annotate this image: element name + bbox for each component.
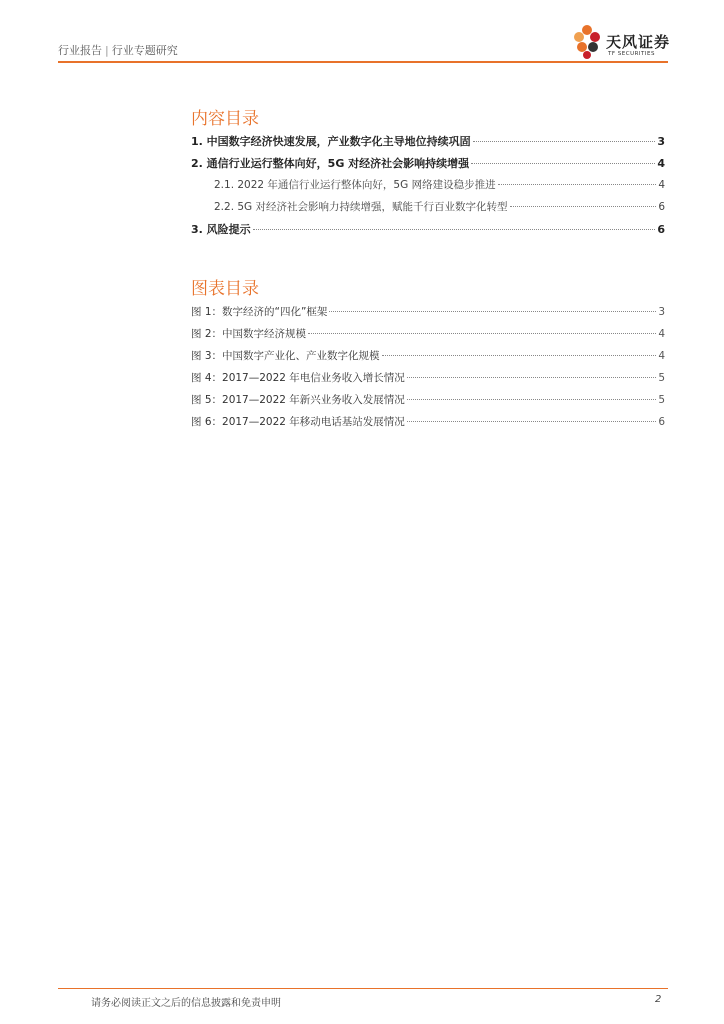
figures-title: 图表目录 xyxy=(191,279,259,299)
figure-leader xyxy=(407,421,657,422)
figure-leader xyxy=(329,311,656,312)
toc-item[interactable] xyxy=(191,155,665,171)
toc-item-label: 2. 通信行业运行整体向好，5G 对经济社会影响持续增强 xyxy=(191,157,470,170)
figure-item-label: 图 3：中国数字产业化、产业数字化规模 xyxy=(191,350,380,362)
toc-leader xyxy=(253,229,656,230)
figure-item-label: 图 5：2017—2022 年新兴业务收入发展情况 xyxy=(191,394,405,406)
figure-leader xyxy=(407,399,657,400)
toc-subitem[interactable] xyxy=(214,177,665,192)
toc-item-page: 3 xyxy=(657,135,665,148)
figure-item-label: 图 6：2017—2022 年移动电话基站发展情况 xyxy=(191,416,405,428)
figure-item[interactable] xyxy=(191,414,665,429)
figure-item[interactable] xyxy=(191,370,665,385)
page-number: 2 xyxy=(655,994,662,1005)
toc-leader xyxy=(498,184,657,185)
figure-item[interactable] xyxy=(191,326,665,341)
figure-item[interactable] xyxy=(191,348,665,363)
toc-subitem-page: 4 xyxy=(658,179,665,191)
figure-item-label: 图 4：2017—2022 年电信业务收入增长情况 xyxy=(191,372,405,384)
toc-subitem-label: 2.2. 5G 对经济社会影响力持续增强，赋能千行百业数字化转型 xyxy=(214,201,508,213)
header-divider xyxy=(58,61,668,63)
logo-subtext: TF SECURITIES xyxy=(608,51,655,57)
footer-disclaimer: 请务必阅读正文之后的信息披露和免责申明 xyxy=(91,998,281,1009)
header-subcategory: 行业专题研究 xyxy=(111,44,178,57)
toc-item-page: 6 xyxy=(657,223,665,236)
header-category: 行业报告 xyxy=(58,44,102,57)
toc-subitem[interactable] xyxy=(214,199,665,214)
figure-item-page: 6 xyxy=(658,416,665,428)
figure-item-page: 5 xyxy=(658,372,665,384)
figure-item[interactable] xyxy=(191,304,665,319)
toc-subitem-label: 2.1. 2022 年通信行业运行整体向好，5G 网络建设稳步推进 xyxy=(214,179,496,191)
figure-item-label: 图 1：数字经济的“四化”框架 xyxy=(191,306,328,318)
toc-title: 内容目录 xyxy=(191,109,259,129)
footer-divider xyxy=(58,988,668,989)
figure-item-page: 5 xyxy=(658,394,665,406)
figure-leader xyxy=(308,333,656,334)
logo-text: 天风证券 xyxy=(606,33,671,51)
toc-leader xyxy=(473,141,656,142)
toc-leader xyxy=(510,206,657,207)
figure-item-page: 3 xyxy=(658,306,665,318)
figure-item[interactable] xyxy=(191,392,665,407)
toc-subitem-page: 6 xyxy=(658,201,665,213)
figure-item-page: 4 xyxy=(658,350,665,362)
toc-item-label: 3. 风险提示 xyxy=(191,223,251,236)
flower-logo-icon xyxy=(570,22,606,62)
company-logo xyxy=(570,22,670,62)
figure-item-label: 图 2：中国数字经济规模 xyxy=(191,328,307,340)
toc-item-page: 4 xyxy=(657,157,665,170)
header-separator: | xyxy=(105,44,109,57)
figure-leader xyxy=(407,377,657,378)
toc-item[interactable] xyxy=(191,221,665,237)
header-breadcrumb xyxy=(58,42,178,58)
toc-leader xyxy=(471,163,655,164)
toc-item-label: 1. 中国数字经济快速发展，产业数字化主导地位持续巩固 xyxy=(191,135,471,148)
figure-item-page: 4 xyxy=(658,328,665,340)
toc-item[interactable] xyxy=(191,133,665,149)
figure-leader xyxy=(382,355,657,356)
